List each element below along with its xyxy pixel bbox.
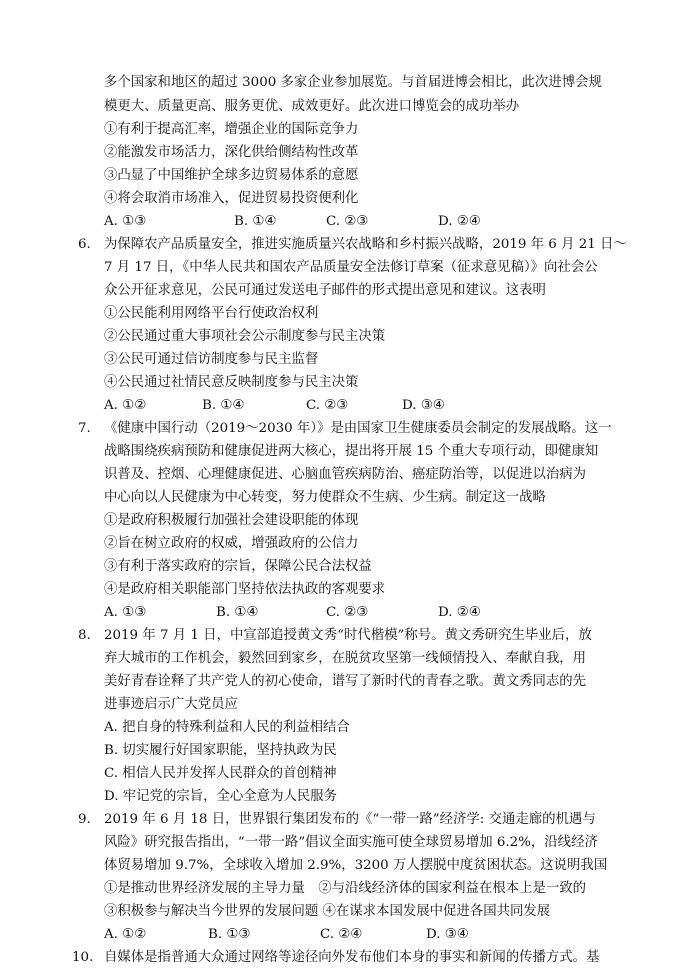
question-7-line-4: 中心向以人民健康为中心转变，努力使群众不生病、少生病。制定这一战略 <box>104 490 546 505</box>
question-8-line-3: 美好青春诠释了共产党人的初心使命，谱写了新时代的青春之歌。黄文秀同志的先 <box>104 674 587 689</box>
question-6-option-d[interactable]: D. ③④ <box>402 398 445 413</box>
question-7-statement-4: ④是政府相关职能部门坚持依法执政的客观要求 <box>104 582 386 597</box>
intro-statement-3: ③凸显了中国维护全球多边贸易体系的意愿 <box>104 168 359 183</box>
intro-option-b[interactable]: B. ①④ <box>234 214 277 229</box>
intro-option-a[interactable]: A. ①③ <box>104 214 147 229</box>
question-9-option-c[interactable]: C. ②④ <box>320 927 363 942</box>
question-6-statement-3: ③公民可通过信访制度参与民主监督 <box>104 352 319 367</box>
question-6-option-c[interactable]: C. ②③ <box>306 398 349 413</box>
question-7-option-b[interactable]: B. ①④ <box>216 605 259 620</box>
question-7-line-3: 识普及、控烟、心理健康促进、心脑血管疾病防治、癌症防治等，以促进以治病为 <box>104 467 587 482</box>
question-6-line-1: 为保障农产品质量安全，推进实施质量兴农战略和乡村振兴战略，2019 年 6 月 21 日～ <box>104 237 627 252</box>
question-6-option-b[interactable]: B. ①④ <box>202 398 245 413</box>
question-6-statement-1: ①公民能利用网络平台行使政治权利 <box>104 306 319 321</box>
question-9-statement-1-2: ①是推动世界经济发展的主导力量 ②与沿线经济体的国家利益在根本上是一致的 <box>104 881 587 896</box>
question-8-option-b[interactable]: B. 切实履行好国家职能，坚持执政为民 <box>104 743 337 758</box>
question-7-line-1: 《健康中国行动（2019～2030 年）》是由国家卫生健康委员会制定的发展战略。这一 <box>104 421 612 436</box>
question-9-line-1: 2019 年 6 月 18 日，世界银行集团发布的《“一带一路”经济学: 交通走廊的机遇与 <box>104 812 596 827</box>
question-7-option-c[interactable]: C. ②③ <box>326 605 369 620</box>
question-7-line-2: 战略围绕疾病预防和健康促进两大核心，提出将开展 15 个重大专项行动，即健康知 <box>104 444 599 459</box>
intro-options <box>104 211 664 232</box>
question-7-statement-1: ①是政府积极履行加强社会建设职能的体现 <box>104 513 359 528</box>
question-8-line-4: 进事迹启示广大党员应 <box>104 697 238 712</box>
intro-option-d[interactable]: D. ②④ <box>438 214 481 229</box>
question-9-line-2: 风险》研究报告指出，“一带一路”倡议全面实施可使全球贸易增加 6.2%，沿线经济 <box>104 835 598 850</box>
question-9-option-a[interactable]: A. ①② <box>104 927 147 942</box>
question-9-options <box>104 924 664 945</box>
question-8-option-a[interactable]: A. 把自身的特殊利益和人民的利益相结合 <box>104 720 350 735</box>
question-10-number: 10. <box>72 950 94 965</box>
intro-statement-4: ④将会取消市场准入，促进贸易投资便利化 <box>104 191 359 206</box>
intro-statement-1: ①有利于提高汇率，增强企业的国际竞争力 <box>104 122 359 137</box>
question-8-line-1: 2019 年 7 月 1 日，中宣部追授黄文秀“时代楷模”称号。黄文秀研究生毕业后，放 <box>104 628 592 643</box>
intro-line-2: 模更大、质量更高、服务更优、成效更好。此次进口博览会的成功举办 <box>104 99 520 114</box>
question-9-option-d[interactable]: D. ③④ <box>426 927 469 942</box>
question-7-statement-2: ②旨在树立政府的权威，增强政府的公信力 <box>104 536 359 551</box>
question-6-option-a[interactable]: A. ①② <box>104 398 147 413</box>
question-6-number: 6. <box>78 237 91 252</box>
question-6-options <box>104 395 664 416</box>
question-8-number: 8. <box>78 628 91 643</box>
intro-line-1: 多个国家和地区的超过 3000 多家企业参加展览。与首届进博会相比，此次进博会规 <box>104 75 602 90</box>
question-9-option-b[interactable]: B. ①③ <box>208 927 251 942</box>
question-7-number: 7. <box>78 421 91 436</box>
question-9-line-3: 体贸易增加 9.7%，全球收入增加 2.9%，3200 万人摆脱中度贫困状态。这说明我国 <box>104 858 608 873</box>
question-9-number: 9. <box>78 812 91 827</box>
intro-option-c[interactable]: C. ②③ <box>326 214 369 229</box>
intro-statement-2: ②能激发市场活力，深化供给侧结构性改革 <box>104 145 359 160</box>
question-6-line-2: 7 月 17 日，《中华人民共和国农产品质量安全法修订草案（征求意见稿）》向社会公 <box>104 260 598 275</box>
question-7-statement-3: ③有利于落实政府的宗旨，保障公民合法权益 <box>104 559 372 574</box>
question-7-options <box>104 602 664 623</box>
question-10-line-1: 自媒体是指普通大众通过网络等途径向外发布他们本身的事实和新闻的传播方式。基 <box>104 950 600 965</box>
question-8-line-2: 弃大城市的工作机会，毅然回到家乡，在脱贫攻坚第一线倾情投入、奉献自我，用 <box>104 651 587 666</box>
question-6-line-3: 众公开征求意见，公民可通过发送电子邮件的形式提出意见和建议。这表明 <box>104 283 546 298</box>
question-8-option-d[interactable]: D. 牢记党的宗旨，全心全意为人民服务 <box>104 789 338 804</box>
question-8-option-c[interactable]: C. 相信人民并发挥人民群众的首创精神 <box>104 766 337 781</box>
question-9-statement-3-4: ③积极参与解决当今世界的发展问题 ④在谋求本国发展中促进各国共同发展 <box>104 904 551 919</box>
question-7-option-d[interactable]: D. ②④ <box>438 605 481 620</box>
question-6-statement-2: ②公民通过重大事项社会公示制度参与民主决策 <box>104 329 386 344</box>
question-6-statement-4: ④公民通过社情民意反映制度参与民主决策 <box>104 375 359 390</box>
question-7-option-a[interactable]: A. ①③ <box>104 605 147 620</box>
